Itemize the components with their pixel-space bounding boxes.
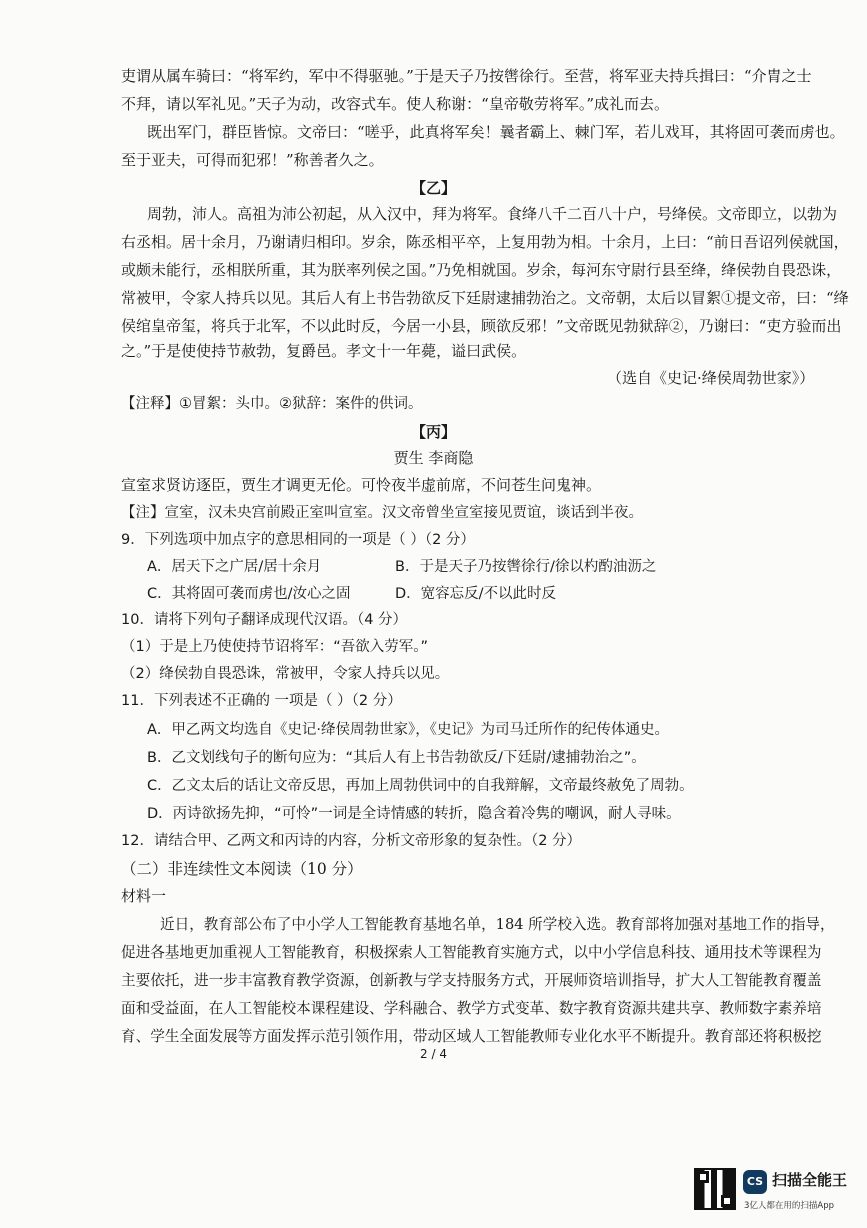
yi-line-2: 右丞相。居十余月，乃谢请归相印。岁余，陈丞相平卒，上复用勃为相。十余月，上曰：“前日吾诏列侯就国， <box>121 233 849 251</box>
jia-line-4: 至于亚夫，可得而犯邪！”称善者久之。 <box>121 151 384 169</box>
q10-sentence-2: （2）绛侯勃自畏恐诛，常被甲，令家人持兵以见。 <box>121 666 450 682</box>
material-1-line-5: 育、学生全面发展等方面发挥示范引领作用，带动区域人工智能教师专业化水平不断提升。教育部还将积极挖 <box>121 1028 822 1045</box>
poem-text: 宣室求贤访逐臣，贾生才调更无伦。可怜夜半虚前席，不问苍生问鬼神。 <box>121 476 602 494</box>
q9-stem: 9．下列选项中加点字的意思相同的一项是（ ）（2 分） <box>121 532 475 548</box>
jia-line-2: 不拜，请以军礼见。”天子为动，改容式车。使人称谢：“皇帝敬劳将军。”成礼而去。 <box>121 95 670 113</box>
section-2-heading: （二）非连续性文本阅读（10 分） <box>121 860 363 878</box>
yi-heading: 【乙】 <box>410 179 456 197</box>
material-1-line-4: 面和受益面，在人工智能校本课程建设、学科融合、教学方式变革、数字教育资源共建共享、教师数字素养培 <box>121 1000 822 1017</box>
bing-note: 【注】宣室，汉未央宫前殿正室叫宣室。汉文帝曾坐宣室接见贾谊，谈话到半夜。 <box>121 505 643 521</box>
yi-line-3: 或颇未能行，丞相朕所重，其为朕率列侯之国。”乃免相就国。岁余，每河东守尉行县至绛，绛侯勃自畏恐诛， <box>121 261 842 279</box>
material-1-line-1: 近日，教育部公布了中小学人工智能教育基地名单，184 所学校入选。教育部将加强对基地工作的指导， <box>160 916 835 933</box>
poem-title: 贾生 李商隐 <box>393 449 474 467</box>
camscanner-tagline: 3亿人都在用的扫描App <box>744 1201 835 1211</box>
jia-line-3: 既出军门，群臣皆惊。文帝曰：“嗟乎，此真将军矣！曩者霸上、棘门军，若儿戏耳，其将固可袭而虏也。 <box>147 123 845 141</box>
yi-line-5: 侯绾皇帝玺，将兵于北军，不以此时反，今居一小县，顾欲反邪！”文帝既见勃狱辞②，乃谢曰：“吏方验而出 <box>121 317 842 335</box>
q9-option-b: B．于是天子乃按辔徐行/徐以杓酌油沥之 <box>395 559 657 575</box>
camscanner-logo: CS <box>743 1170 767 1194</box>
page-number: 2 / 4 <box>420 1047 447 1061</box>
yi-note: 【注释】①冒絮：头巾。②狱辞：案件的供词。 <box>121 396 423 412</box>
yi-line-1: 周勃，沛人。高祖为沛公初起，从入汉中，拜为将军。食绛八千二百八十户，号绛侯。文帝即立，以勃为 <box>147 205 838 223</box>
jia-line-1: 吏谓从属车骑曰：“将军约，军中不得驱驰。”于是天子乃按辔徐行。至营，将军亚夫持兵揖曰：“介胄之士 <box>121 67 812 85</box>
qr-code-icon <box>694 1168 736 1210</box>
q9-option-d: D．宽容忘反/不以此时反 <box>395 586 557 602</box>
q9-option-c: C．其将固可袭而虏也/汝心之固 <box>147 586 351 602</box>
q11-option-a: A．甲乙两文均选自《史记·绛侯周勃世家》，《史记》为司马迁所作的纪传体通史。 <box>147 722 670 738</box>
material-label: 材料一 <box>121 887 167 905</box>
camscanner-app-name: 扫描全能王 <box>772 1171 848 1189</box>
q11-option-b: B．乙文划线句子的断句应为：“其后人有上书告勃欲反/下廷尉/逮捕勃治之”。 <box>147 750 646 766</box>
q11-option-d: D．丙诗欲扬先抑，“可怜”一词是全诗情感的转折，隐含着冷隽的嘲讽，耐人寻味。 <box>147 806 681 822</box>
q11-option-c: C．乙文太后的话让文帝反思，再加上周勃供词中的自我辩解，文帝最终赦免了周勃。 <box>147 778 694 794</box>
q10-stem: 10．请将下列句子翻译成现代汉语。（4 分） <box>121 612 408 628</box>
yi-line-6: 之。”于是使使持节赦勃，复爵邑。孝文十一年薨，谥曰武侯。 <box>121 342 527 360</box>
material-1-line-3: 主要依托，进一步丰富教育教学资源，创新教与学支持服务方式，开展师资培训指导，扩大人工智能教育覆盖 <box>121 972 822 989</box>
yi-source: （选自《史记·绛侯周勃世家》） <box>607 369 815 387</box>
q9-option-a: A．居天下之广居/居十余月 <box>147 559 322 575</box>
q12-stem: 12．请结合甲、乙两文和丙诗的内容，分析文帝形象的复杂性。（2 分） <box>121 833 582 849</box>
material-1-line-2: 促进各基地更加重视人工智能教育，积极探索人工智能教育实施方式，以中小学信息科技、通用技术等课程为 <box>121 944 822 961</box>
yi-line-4: 常被甲，令家人持兵以见。其后人有上书告勃欲反下廷尉逮捕勃治之。文帝朝，太后以冒絮①提文帝，曰：“绛 <box>121 289 849 307</box>
q11-stem: 11．下列表述不正确的 一项是（ ）（2 分） <box>121 693 402 709</box>
q10-sentence-1: （1）于是上乃使使持节诏将军：“吾欲入劳军。” <box>121 639 428 655</box>
bing-heading: 【丙】 <box>410 423 456 441</box>
